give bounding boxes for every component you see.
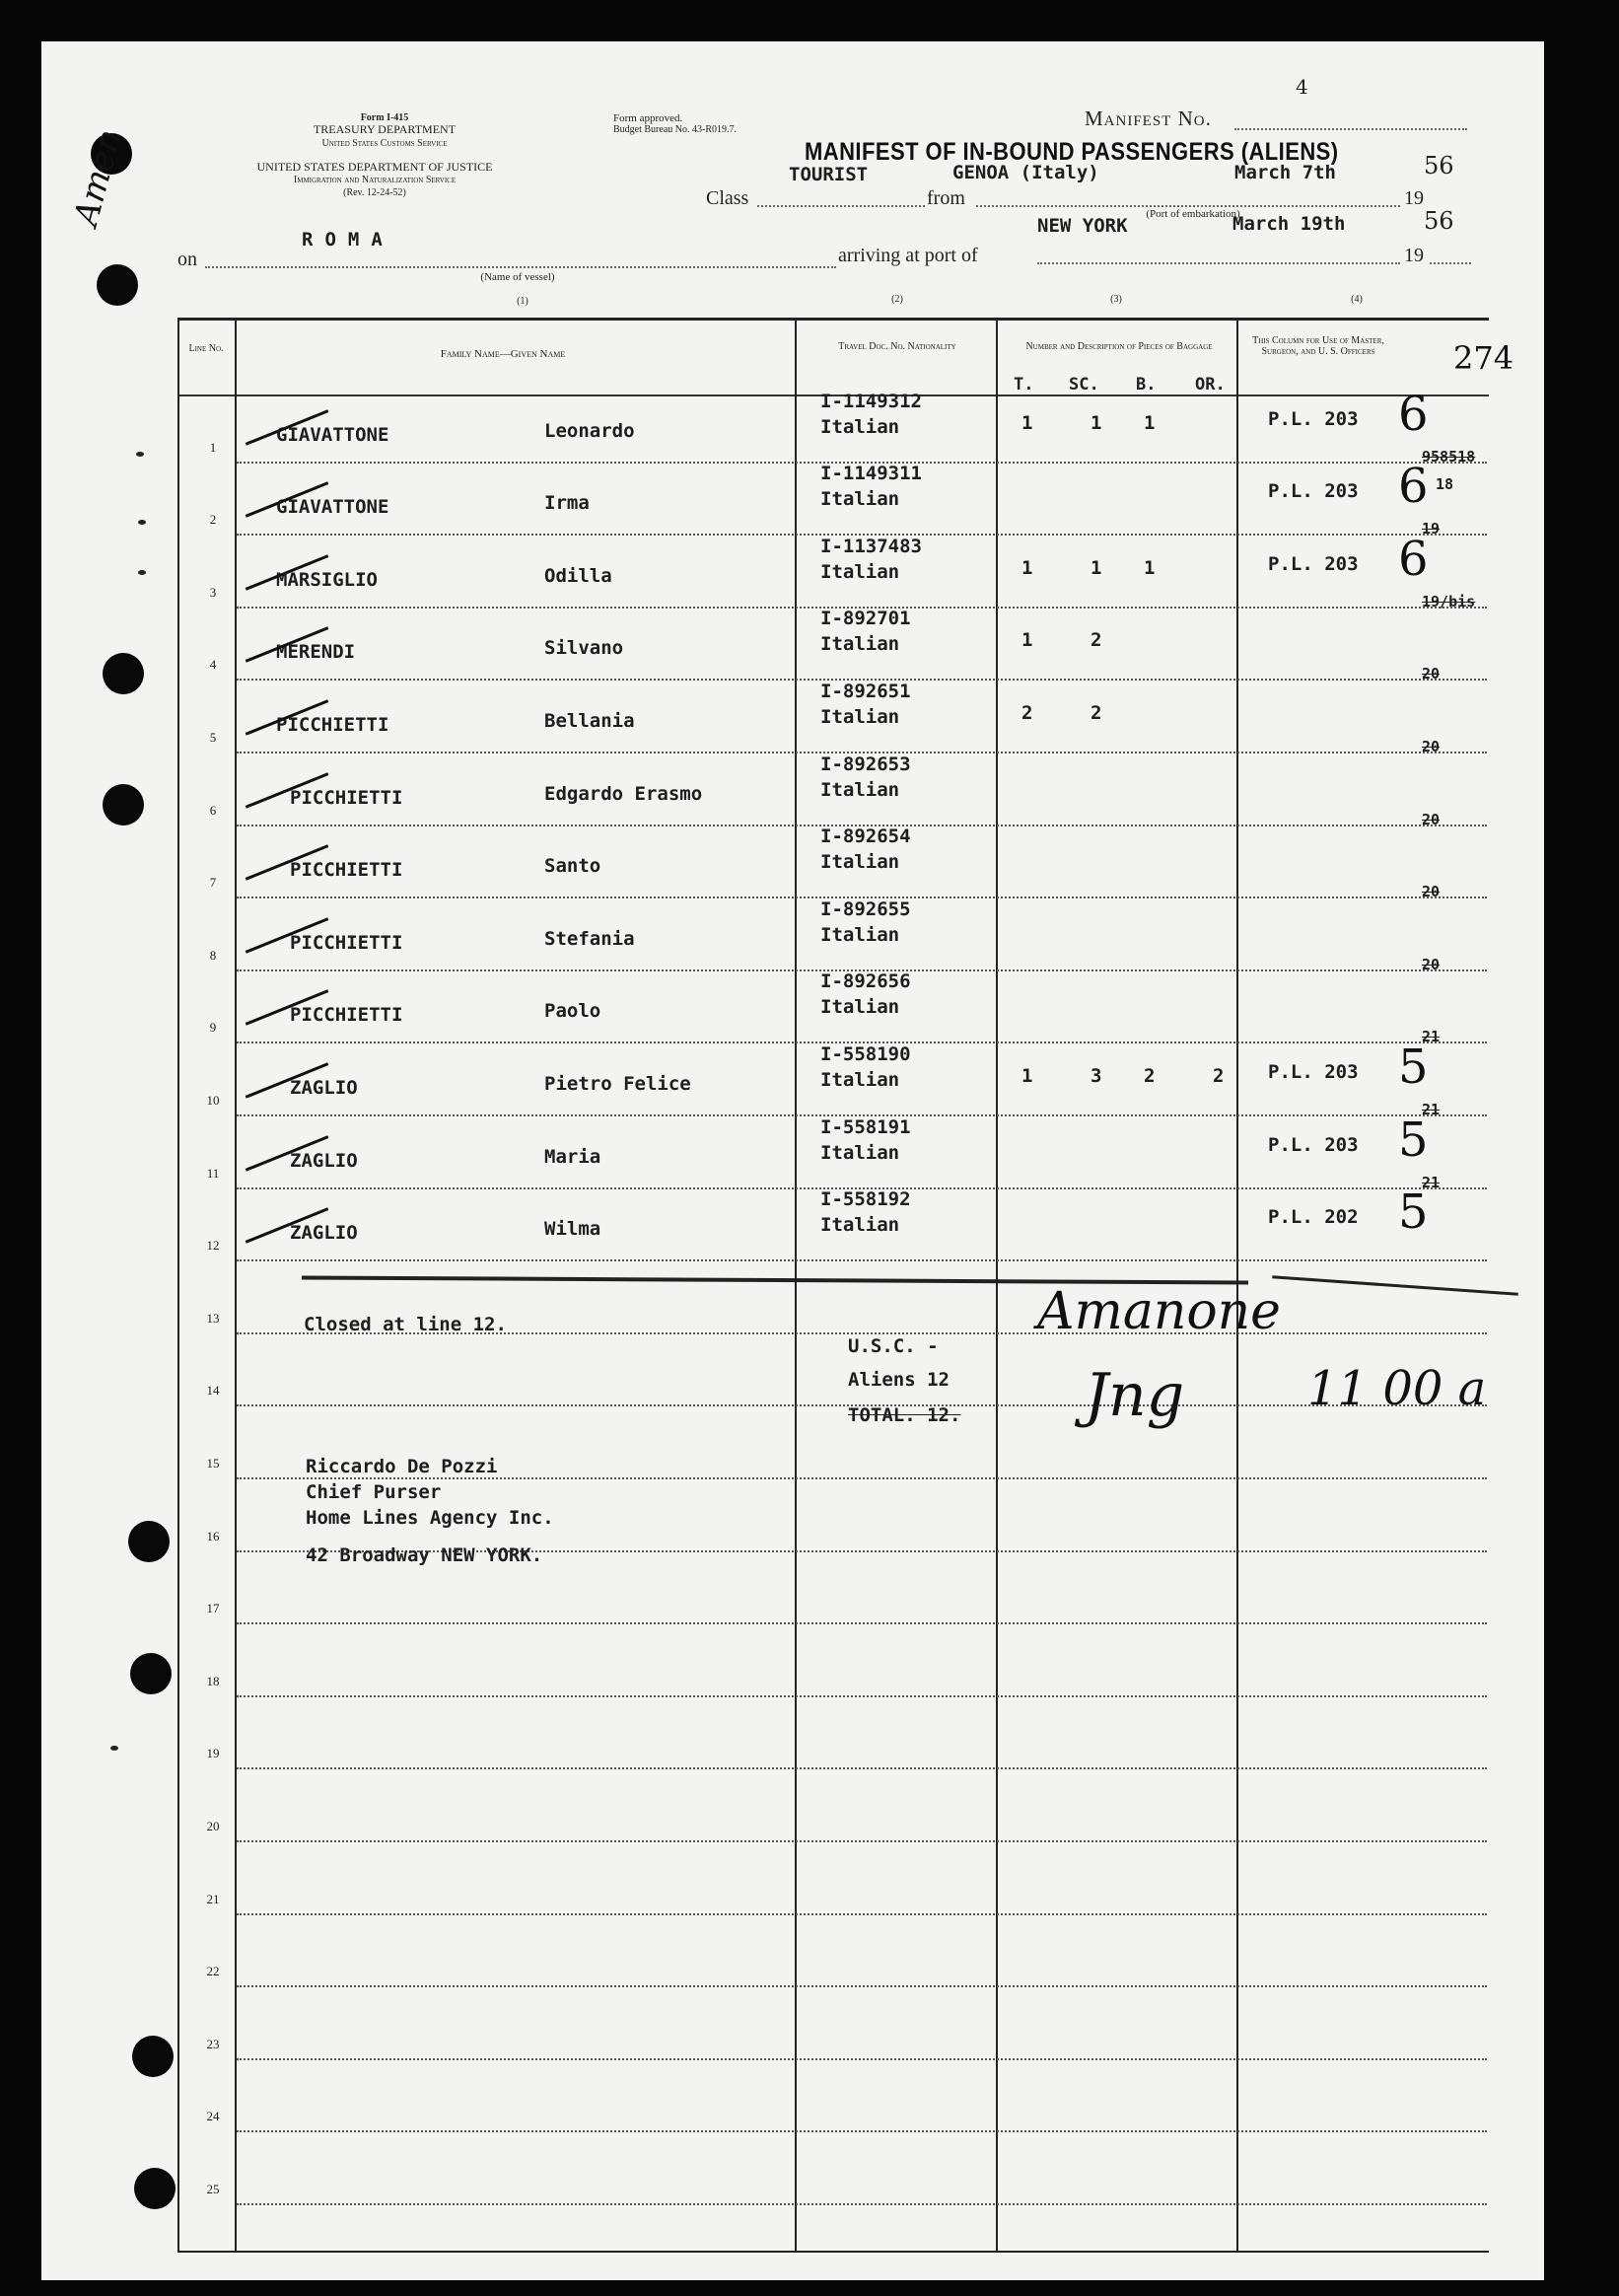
- family-name: ZAGLIO: [290, 1150, 358, 1172]
- header-doc: Travel Doc. No. Nationality: [838, 341, 956, 352]
- travel-doc-number: I-1137483: [820, 536, 922, 557]
- header-baggage: Number and Description of Pieces of Baggage: [1025, 341, 1213, 352]
- baggage-count: 1: [1091, 412, 1102, 434]
- line-number: 12: [206, 1238, 220, 1253]
- punch-hole: [130, 1653, 172, 1694]
- baggage-count: 1: [1021, 412, 1033, 434]
- line-number: 20: [206, 1819, 220, 1833]
- row-rule: [237, 1913, 1487, 1916]
- row-rule: [237, 1622, 1487, 1625]
- margin-note: Amen: [66, 125, 130, 230]
- punch-hole: [128, 1521, 170, 1562]
- from-label: from: [927, 187, 965, 209]
- row-rule: [237, 1695, 1487, 1698]
- officer-ref: 19: [1422, 520, 1441, 538]
- arrival-date: March 19th: [1232, 213, 1346, 235]
- closed-note: Closed at line 12.: [304, 1314, 507, 1335]
- class-label: Class: [706, 187, 749, 209]
- header-baggage-sub-or: OR.: [1195, 375, 1226, 395]
- family-name: MERENDI: [276, 641, 356, 663]
- officer-mark: 6: [1398, 459, 1429, 514]
- officer-ref: 20: [1422, 956, 1441, 973]
- totals-usc: U.S.C. -: [848, 1335, 939, 1357]
- time-note: 11 00 a: [1307, 1361, 1487, 1416]
- officer-ref-sub: 18: [1436, 475, 1454, 493]
- header-baggage-sub-b: B.: [1136, 375, 1157, 395]
- travel-doc-number: I-892656: [820, 970, 911, 992]
- travel-doc-number: I-892701: [820, 608, 911, 629]
- given-name: Odilla: [544, 565, 612, 587]
- family-name: PICCHIETTI: [290, 787, 403, 809]
- travel-doc-number: I-1149311: [820, 463, 922, 484]
- from-line: [976, 205, 1400, 207]
- header-line-no: Line No.: [188, 343, 224, 354]
- nationality: Italian: [820, 779, 900, 801]
- dept-treasury-sub: United States Customs Service: [321, 138, 448, 149]
- row-rule: [237, 1259, 1487, 1262]
- line-number: 11: [206, 1166, 220, 1181]
- given-name: Santo: [544, 855, 601, 877]
- col-number-1: (1): [517, 296, 528, 307]
- page-number: 4: [1296, 75, 1308, 99]
- manifest-no-label: Manifest No.: [1085, 107, 1212, 130]
- line-number: 1: [209, 440, 217, 455]
- totals-aliens: Aliens 12: [848, 1369, 950, 1391]
- line-number: 18: [206, 1674, 220, 1688]
- line-number: 3: [209, 585, 217, 600]
- baggage-count: 1: [1021, 629, 1033, 651]
- row-rule: [237, 2203, 1487, 2206]
- given-name: Bellania: [544, 710, 635, 732]
- row-rule: [237, 1985, 1487, 1988]
- officer-ref: 21: [1422, 1101, 1441, 1118]
- officer-ref: 21: [1422, 1174, 1441, 1191]
- given-name: Wilma: [544, 1218, 601, 1240]
- class-line: [757, 205, 925, 207]
- baggage-count: 1: [1144, 557, 1156, 579]
- public-law-code: P.L. 203: [1268, 408, 1359, 430]
- given-name: Paolo: [544, 1000, 601, 1022]
- line-number: 19: [206, 1746, 220, 1760]
- nationality: Italian: [820, 561, 900, 583]
- family-name: PICCHIETTI: [290, 1004, 403, 1026]
- family-name: PICCHIETTI: [290, 859, 403, 881]
- vessel-name: ROMA: [302, 229, 394, 251]
- row-rule: [237, 1840, 1487, 1843]
- departure-year: 56: [1424, 152, 1454, 179]
- nationality: Italian: [820, 416, 900, 438]
- baggage-count: 1: [1144, 412, 1156, 434]
- arrival-year-prefix: 19: [1404, 245, 1424, 266]
- line-number: 21: [206, 1892, 220, 1906]
- row-rule: [237, 1767, 1487, 1770]
- on-label: on: [177, 249, 197, 270]
- col-number-2: (2): [891, 294, 903, 305]
- public-law-code: P.L. 203: [1268, 1061, 1359, 1083]
- punch-hole: [103, 653, 144, 694]
- row-rule: [237, 2058, 1487, 2061]
- vessel-line: [205, 266, 836, 268]
- margin-dot: [110, 1746, 118, 1751]
- nationality: Italian: [820, 996, 900, 1018]
- nationality: Italian: [820, 1214, 900, 1236]
- punch-hole: [103, 784, 144, 825]
- table-bottom-border: [177, 2251, 1489, 2253]
- baggage-count: 1: [1021, 1065, 1033, 1087]
- line-number: 4: [209, 657, 217, 672]
- line-number: 13: [206, 1311, 220, 1326]
- given-name: Silvano: [544, 637, 624, 659]
- officer-number: 274: [1453, 339, 1514, 377]
- baggage-count: 3: [1091, 1065, 1102, 1087]
- port-embarkation-label: (Port of embarkation): [1146, 208, 1240, 220]
- header-baggage-sub-sc: SC.: [1069, 375, 1099, 395]
- line-number: 24: [206, 2109, 220, 2123]
- public-law-code: P.L. 203: [1268, 553, 1359, 575]
- purser-line-1: Riccardo De Pozzi: [306, 1456, 498, 1477]
- travel-doc-number: I-1149312: [820, 391, 922, 412]
- line-number: 7: [209, 875, 217, 890]
- line-number: 2: [209, 512, 217, 527]
- line-number: 17: [206, 1601, 220, 1615]
- arriving-line: [1037, 262, 1400, 264]
- form-approved: Form approved.: [613, 112, 683, 124]
- nationality: Italian: [820, 633, 900, 655]
- baggage-count: 2: [1213, 1065, 1225, 1087]
- arrival-port: NEW YORK: [1037, 215, 1128, 237]
- family-name: ZAGLIO: [290, 1077, 358, 1099]
- line-number: 6: [209, 803, 217, 818]
- line-number: 23: [206, 2037, 220, 2051]
- baggage-count: 1: [1021, 557, 1033, 579]
- dept-justice: UNITED STATES DEPARTMENT OF JUSTICE: [256, 160, 493, 174]
- line-number: 5: [209, 730, 217, 745]
- inspector-signature: Amanone: [1037, 1282, 1281, 1341]
- travel-doc-number: I-892651: [820, 681, 911, 702]
- family-name: ZAGLIO: [290, 1222, 358, 1244]
- public-law-code: P.L. 203: [1268, 480, 1359, 502]
- line-number: 15: [206, 1456, 220, 1471]
- margin-dot: [138, 570, 146, 575]
- dept-justice-sub: Immigration and Naturalization Service: [293, 175, 457, 185]
- arrival-year: 56: [1424, 207, 1454, 235]
- punch-hole: [97, 264, 138, 306]
- family-name: GIAVATTONE: [276, 424, 389, 446]
- departure-year-prefix: 19: [1404, 187, 1424, 209]
- family-name: MARSIGLIO: [276, 569, 378, 591]
- manifest-title: MANIFEST OF IN-BOUND PASSENGERS (ALIENS): [805, 138, 1339, 166]
- family-name: PICCHIETTI: [290, 932, 403, 954]
- officer-mark: 6: [1398, 387, 1429, 442]
- nationality: Italian: [820, 488, 900, 510]
- travel-doc-number: I-558192: [820, 1188, 911, 1210]
- line-number: 25: [206, 2182, 220, 2196]
- margin-dot: [138, 520, 146, 525]
- line-number: 9: [209, 1020, 217, 1035]
- budget-bureau: Budget Bureau No. 43-R019.7.: [613, 124, 737, 135]
- officer-ref: 21: [1422, 1028, 1441, 1045]
- header-officers: This Column for Use of Master, Surgeon, and U. S. Officers: [1252, 335, 1384, 357]
- officer-ref: 19/bis: [1422, 593, 1476, 610]
- year-line: [1430, 262, 1471, 264]
- family-name: PICCHIETTI: [276, 714, 389, 736]
- officer-mark: 6: [1398, 532, 1429, 587]
- departure-date: March 7th: [1234, 162, 1336, 183]
- vessel-label: (Name of vessel): [480, 271, 555, 283]
- officer-mark: 5: [1398, 1040, 1429, 1095]
- row-rule: [237, 1477, 1487, 1480]
- nationality: Italian: [820, 1069, 900, 1091]
- punch-hole: [132, 2036, 174, 2077]
- line-number: 8: [209, 948, 217, 963]
- officer-mark: 5: [1398, 1184, 1429, 1240]
- purser-line-4: 42 Broadway NEW YORK.: [306, 1544, 543, 1566]
- officer-ref: 20: [1422, 738, 1441, 755]
- punch-hole: [134, 2168, 176, 2209]
- form-id: Form I-415: [360, 112, 409, 123]
- line-number: 22: [206, 1964, 220, 1978]
- officer-ref: 20: [1422, 811, 1441, 828]
- travel-doc-number: I-558191: [820, 1116, 911, 1138]
- baggage-count: 1: [1091, 557, 1102, 579]
- purser-line-3: Home Lines Agency Inc.: [306, 1507, 554, 1529]
- table-left-border: [177, 318, 179, 2251]
- family-name: GIAVATTONE: [276, 496, 389, 518]
- line-number: 16: [206, 1529, 220, 1543]
- arriving-label: arriving at port of: [838, 245, 978, 266]
- given-name: Edgardo Erasmo: [544, 783, 703, 805]
- line-number: 10: [206, 1093, 220, 1108]
- officer-initials: Jng: [1085, 1361, 1185, 1430]
- given-name: Stefania: [544, 928, 635, 950]
- officer-mark: 5: [1398, 1112, 1429, 1168]
- nationality: Italian: [820, 851, 900, 873]
- baggage-count: 2: [1144, 1065, 1156, 1087]
- travel-doc-number: I-558190: [820, 1043, 911, 1065]
- nationality: Italian: [820, 706, 900, 728]
- public-law-code: P.L. 202: [1268, 1206, 1359, 1228]
- travel-doc-number: I-892655: [820, 898, 911, 920]
- travel-doc-number: I-892653: [820, 753, 911, 775]
- officer-ref: 20: [1422, 883, 1441, 900]
- baggage-count: 2: [1091, 629, 1102, 651]
- dept-treasury: TREASURY DEPARTMENT: [313, 122, 457, 136]
- header-name: Family Name—Given Name: [440, 348, 566, 360]
- header-baggage-sub-t: T.: [1014, 375, 1034, 395]
- baggage-count: 2: [1091, 702, 1102, 724]
- table-top-border: [177, 318, 1489, 321]
- nationality: Italian: [820, 1142, 900, 1164]
- margin-dot: [136, 452, 144, 457]
- officer-ref: 20: [1422, 665, 1441, 682]
- class-value: TOURIST: [789, 164, 869, 185]
- totals-total: TOTAL. 12.: [848, 1404, 961, 1426]
- col-number-4: (4): [1351, 294, 1363, 305]
- travel-doc-number: I-892654: [820, 825, 911, 847]
- line-number: 14: [206, 1383, 220, 1398]
- form-revision: (Rev. 12-24-52): [343, 187, 406, 198]
- public-law-code: P.L. 203: [1268, 1134, 1359, 1156]
- given-name: Pietro Felice: [544, 1073, 691, 1095]
- given-name: Leonardo: [544, 420, 635, 442]
- from-value: GENOA (Italy): [952, 162, 1099, 183]
- col-number-3: (3): [1110, 294, 1122, 305]
- manifest-no-line: [1234, 128, 1467, 130]
- given-name: Irma: [544, 492, 590, 514]
- row-rule: [237, 2130, 1487, 2133]
- purser-line-2: Chief Purser: [306, 1481, 442, 1503]
- officer-ref: 958518: [1422, 448, 1476, 466]
- nationality: Italian: [820, 924, 900, 946]
- baggage-count: 2: [1021, 702, 1033, 724]
- given-name: Maria: [544, 1146, 601, 1168]
